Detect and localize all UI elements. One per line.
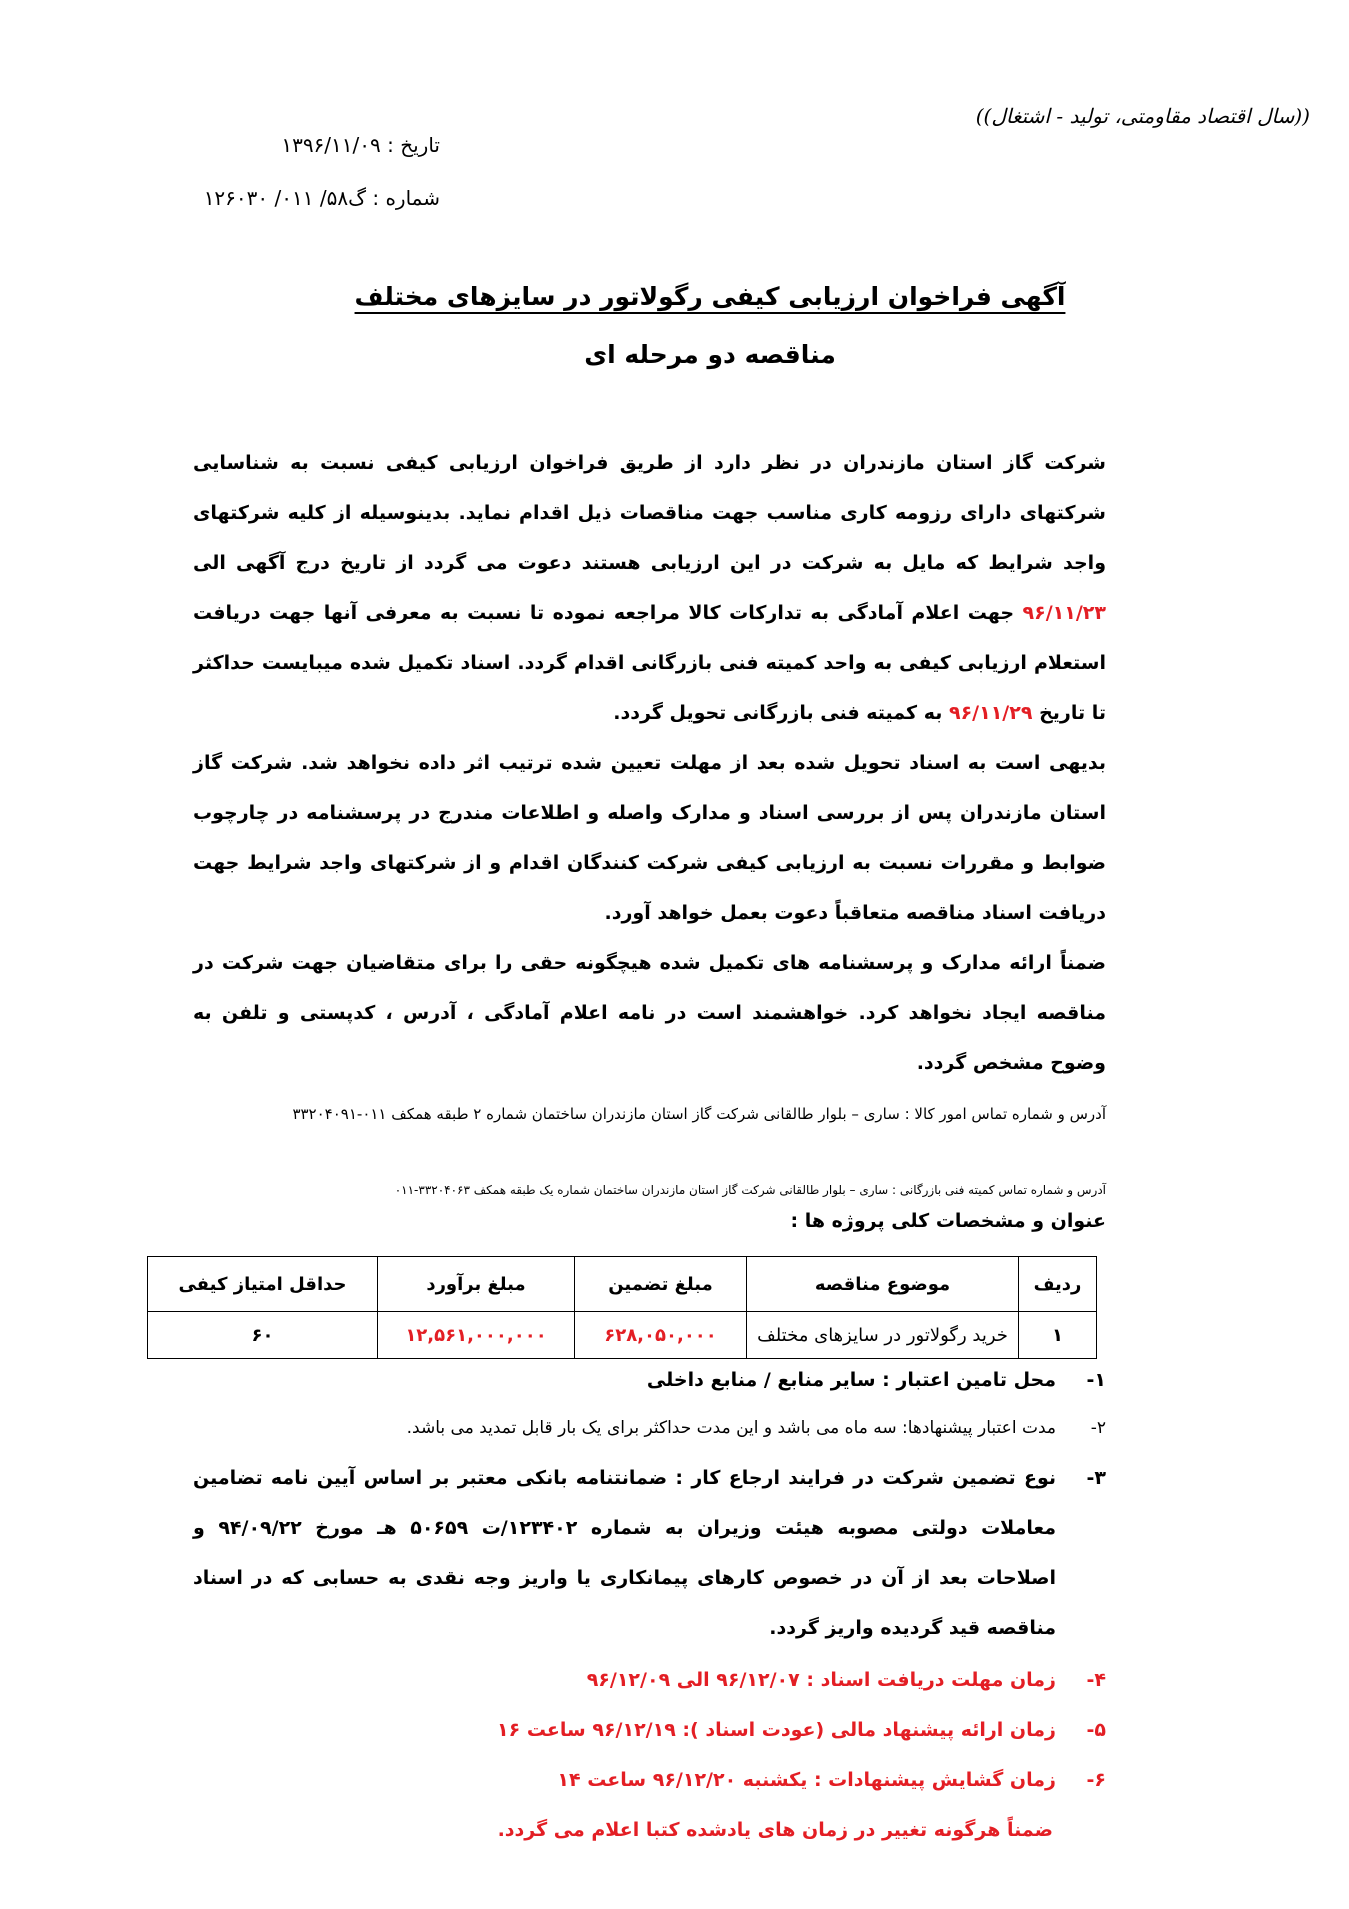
list-item [193,1758,1106,1802]
financial-proposal-deadline: زمان ارائه پیشنهاد مالی (عودت اسناد ): ۹۶/۱۲/۱۹ ساعت ۱۶ [497,1719,1056,1741]
header-row-number: ردیف [1019,1257,1097,1312]
number-value: گ۵۸/ ۰۱۱/ ۱۲۶۰۳۰ [203,186,366,210]
table-header-row [148,1257,1097,1312]
page-title-text: آگهی فراخوان ارزیابی کیفی رگولاتور در سایزهای مختلف [354,282,1066,311]
proposal-opening-time: زمان گشایش پیشنهادات : یکشنبه ۹۶/۱۲/۲۰ ساعت ۱۴ [557,1769,1056,1791]
list-item [193,1708,1106,1752]
schedule-change-note: ضمناً هرگونه تغییر در زمان های یادشده کتبا اعلام می گردد. [497,1819,1053,1841]
no-rights-paragraph: ضمناً ارائه مدارک و پرسشنامه های تکمیل شده هیچگونه حقی را برای متقاضیان جهت شرکت در مناقصه ایجاد نخواهد کرد. خواهشمند است در نامه اعلام آمادگی ، آدرس ، کدپستی و تلفن به وضوح مشخص گردد. [193,952,1106,1074]
intro-part-3: به کمیته فنی بازرگانی تحویل گردد. [613,702,943,724]
projects-table [147,1256,1097,1359]
cell-estimated-amount: ۱۲,۵۶۱,۰۰۰,۰۰۰ [378,1312,575,1359]
intro-part-1: شرکت گاز استان مازندران در نظر دارد از طریق فراخوان ارزیابی کیفی نسبت به شناسایی شرکتهای دارای رزومه کاری مناسب جهت مناقصات ذیل اقدام نماید. بدینوسیله از کلیه شرکتهای واجد شرایط که مایل به شرکت در این ارزیابی هستند دعوت می گردد از تاریخ درج آگهی الی [193,452,1106,574]
deadline-date-2: ۹۶/۱۱/۲۹ [948,702,1033,724]
date-label: تاریخ : [387,133,440,157]
year-slogan: ((سال اقتصاد مقاومتی، تولید - اشتغال)) [975,104,1310,128]
funding-source: محل تامین اعتبار : سایر منابع / منابع داخلی [646,1369,1056,1391]
goods-affairs-address: آدرس و شماره تماس امور کالا : ساری – بلوار طالقانی شرکت گاز استان مازندران ساختمان شماره ۲ طبقه همکف ۰۱۱-۳۳۲۰۴۰۹۱ [292,1105,1106,1123]
header-guarantee-amount: مبلغ تضمین [575,1257,747,1312]
table-row [148,1312,1097,1359]
list-item-number: ۵- [1086,1719,1106,1741]
cell-min-quality-score: ۶۰ [148,1312,378,1359]
cell-guarantee-amount: ۶۲۸,۰۵۰,۰۰۰ [575,1312,747,1359]
intro-paragraph [193,438,1106,738]
page-title [140,282,1280,311]
proposal-validity: مدت اعتبار پیشنهادها: سه ماه می باشد و این مدت حداکثر برای یک بار قابل تمدید می باشد. [406,1418,1056,1438]
cell-subject: خرید رگولاتور در سایزهای مختلف [747,1312,1019,1359]
letter-number [140,186,440,210]
intro-part-2: جهت اعلام آمادگی به تدارکات کالا مراجعه نموده تا نسبت به معرفی آنها جهت دریافت استعلام ارزیابی کیفی به واحد کمیته فنی بازرگانی اقدام گردد. اسناد تکمیل شده میبایست حداکثر تا تاریخ [193,602,1106,724]
list-item-number: ۲- [1090,1418,1106,1438]
list-item-number: ۴- [1086,1669,1106,1691]
list-item [193,1360,1106,1400]
projects-heading: عنوان و مشخصات کلی پروژه ها : [790,1210,1106,1232]
header-estimated-amount: مبلغ برآورد [378,1257,575,1312]
header-subject: موضوع مناقصه [747,1257,1019,1312]
guarantee-type: نوع تضمین شرکت در فرایند ارجاع کار : ضمانتنامه بانکی معتبر بر اساس آیین نامه تضامین معاملات دولتی مصوبه هیئت وزیران به شماره ۱۲۳۴۰۲/ت ۵۰۶۵۹ هـ مورخ ۹۴/۰۹/۲۲ و اصلاحات بعد از آن در خصوص کارهای پیمانکاری یا واریز وجه نقدی به حسابی که در اسناد مناقصه قید گردیده واریز گردد. [193,1467,1056,1639]
list-item-number: ۱- [1086,1369,1106,1391]
letter-date [140,133,440,157]
technical-committee-address: آدرس و شماره تماس کمیته فنی بازرگانی : ساری – بلوار طالقانی شرکت گاز استان مازندران ساختمان شماره یک طبقه همکف ۳۳۲۰۴۰۶۳-۰۱۱ [394,1183,1106,1197]
list-item [193,1408,1106,1448]
header-min-quality-score: حداقل امتیاز کیفی [148,1257,378,1312]
late-documents-paragraph: بدیهی است به اسناد تحویل شده بعد از مهلت تعیین شده ترتیب اثر داده نخواهد شد. شرکت گاز استان مازندران پس از بررسی اسناد و مدارک واصله و اطلاعات مندرج در پرسشنامه در چارچوب ضوابط و مقررات نسبت به ارزیابی کیفی شرکت کنندگان اقدام و از شرکتهای واجد شرایط جهت دریافت اسناد مناقصه متعاقباً دعوت بعمل خواهد آورد. [193,752,1106,924]
page-subtitle: مناقصه دو مرحله ای [584,340,836,369]
list-item [193,1453,1106,1653]
list-item [193,1658,1106,1702]
date-value: ۱۳۹۶/۱۱/۰۹ [281,133,381,157]
list-item-number: ۶- [1086,1769,1106,1791]
list-item-number: ۳- [1086,1467,1106,1489]
cell-row-number: ۱ [1019,1312,1097,1359]
document-receipt-period: زمان مهلت دریافت اسناد : ۹۶/۱۲/۰۷ الی ۹۶/۱۲/۰۹ [586,1669,1056,1691]
deadline-date-1: ۹۶/۱۱/۲۳ [1022,602,1106,624]
number-label: شماره : [372,186,440,210]
